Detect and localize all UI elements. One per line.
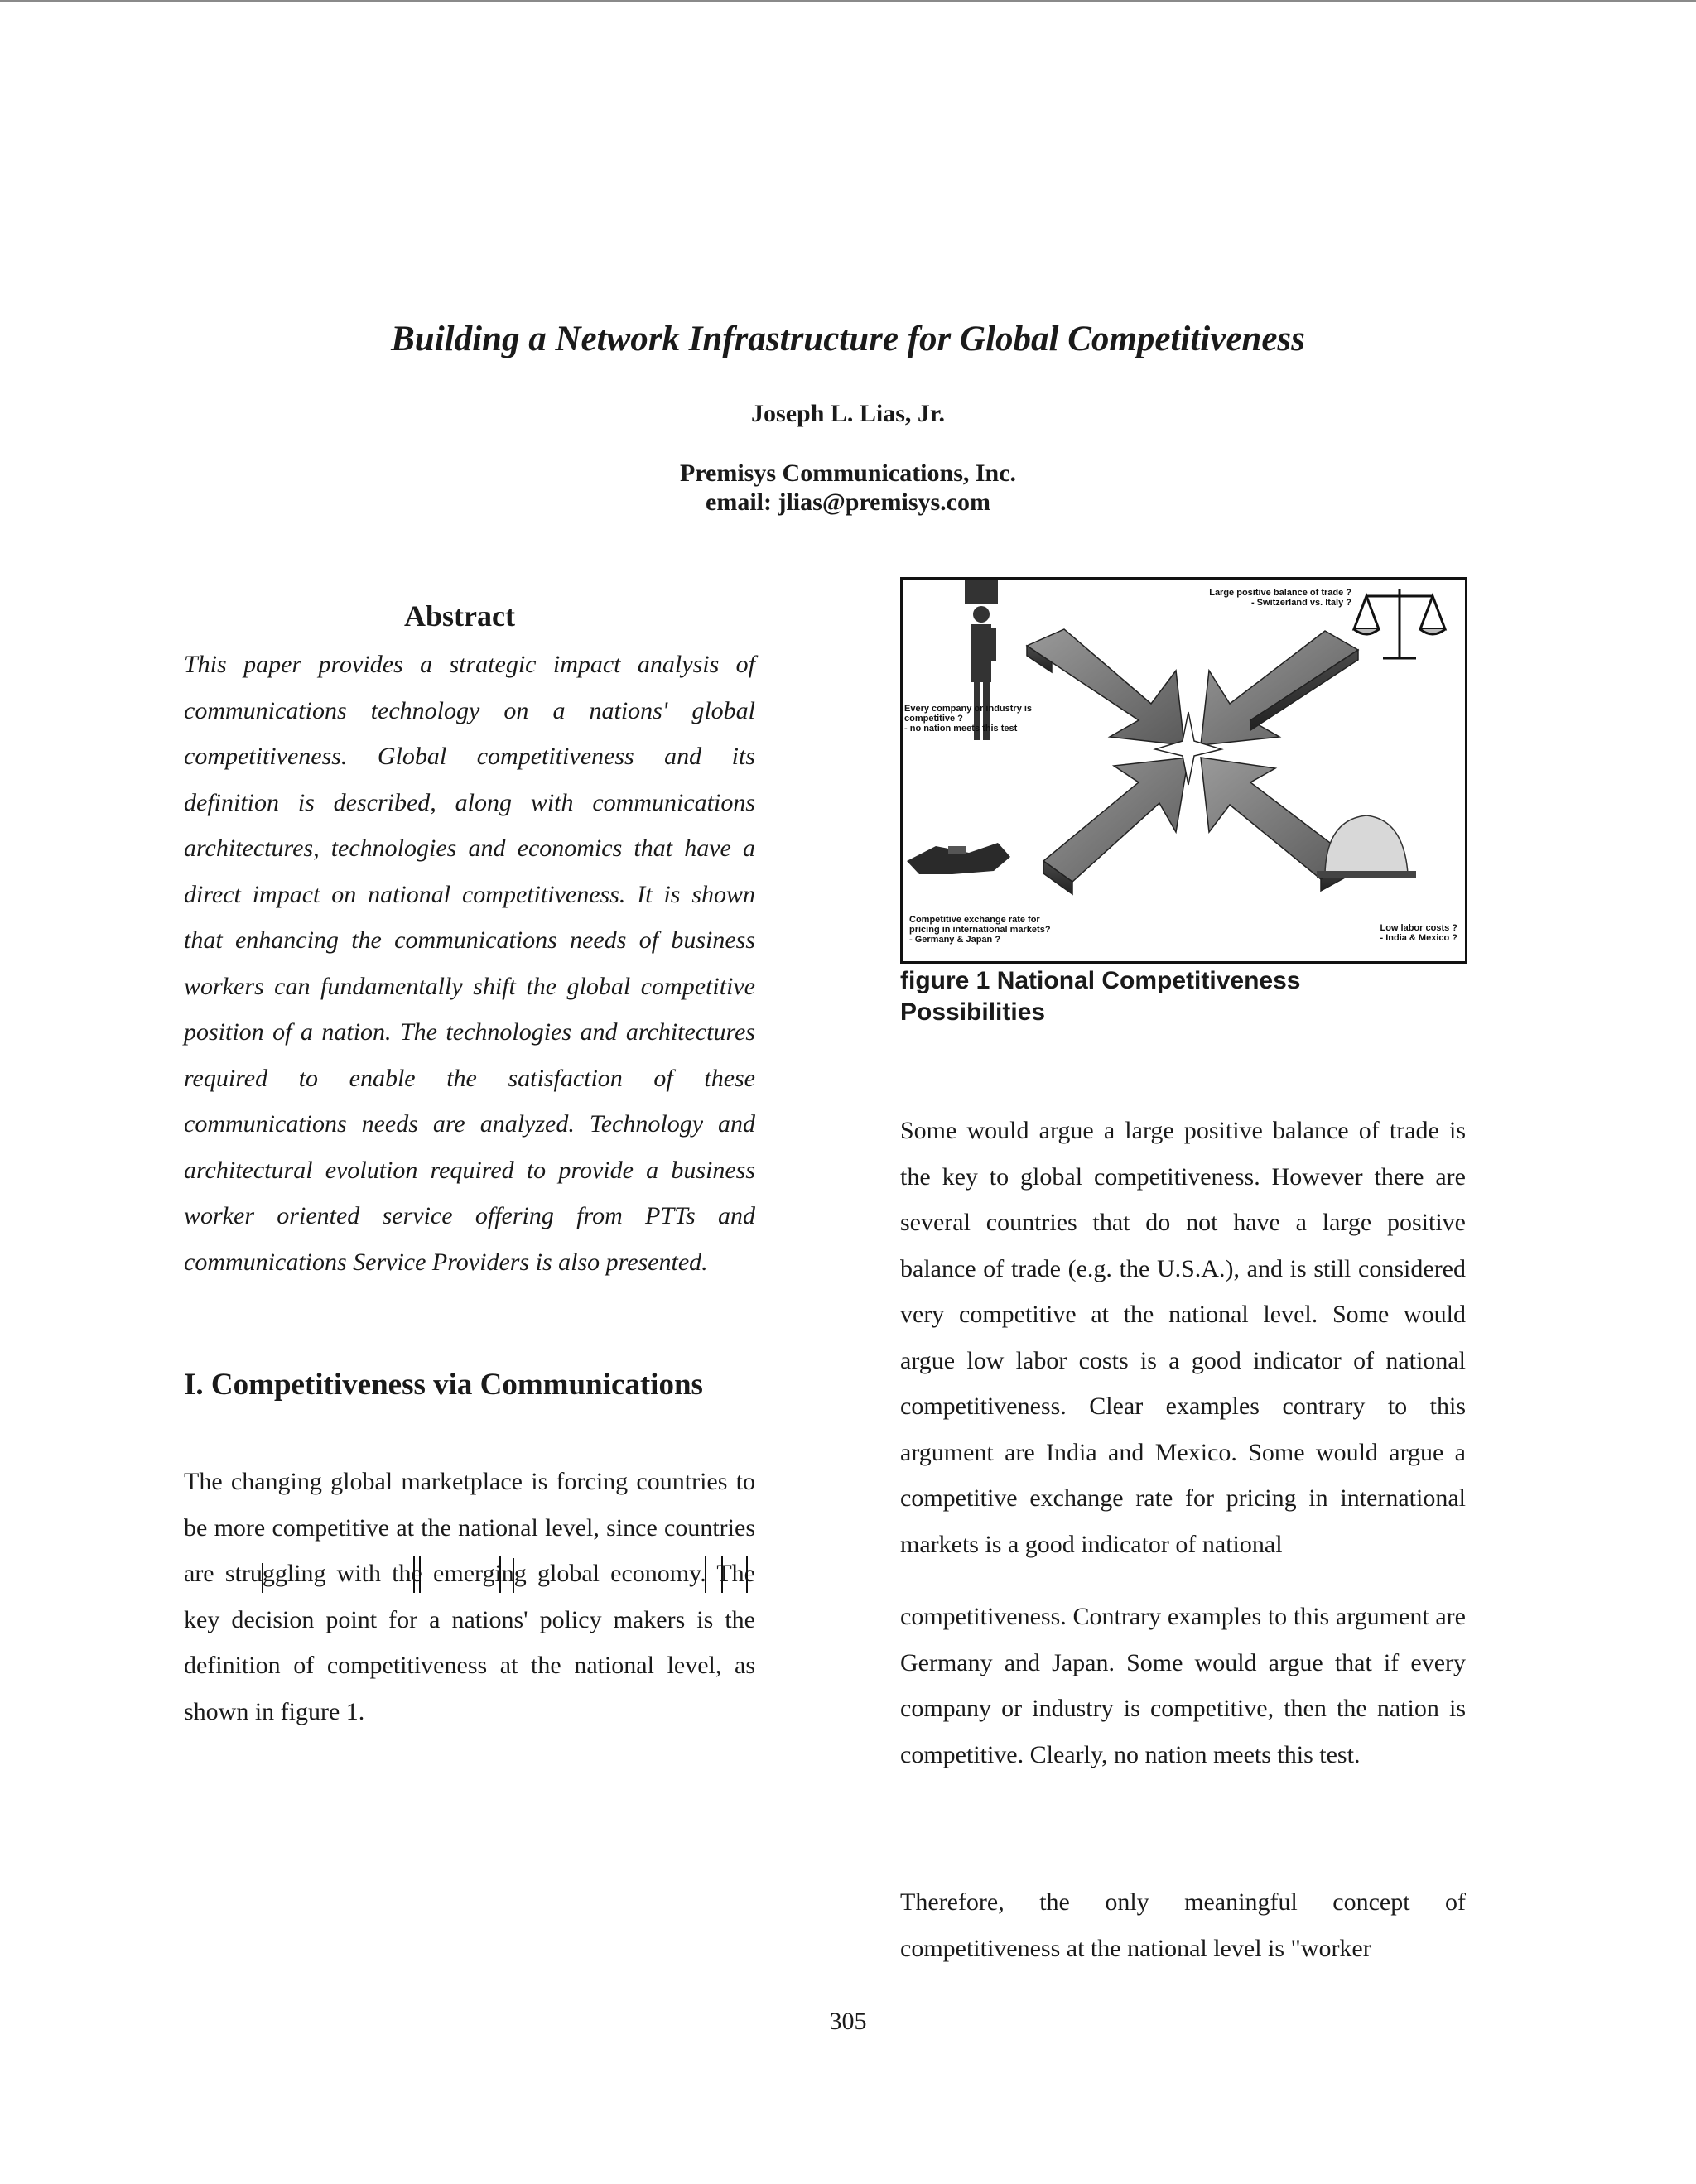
affiliation: Premisys Communications, Inc. <box>679 459 1017 487</box>
paper-title: Building a Network Infrastructure for Global Competitiveness <box>391 320 1305 358</box>
hard-hat-icon <box>1317 815 1416 878</box>
abstract-text: This paper provides a strategic impact analysis of communications technology on a nations' global competitiveness. Global competitiveness and its definition is described, along with communications architectures, technologies and economics that have a direct impact on national competitiveness. It is shown that enhancing the communications needs of business workers can fundamentally shift the global competitive position of a nation. The technologies and architectures required to enable the satisfaction of these communications needs are analyzed. Technology and architectural evolution required to provide a business worker oriented service offering from PTTs and communications Service Providers is also presented. <box>184 651 755 1276</box>
right-paragraph-1a: Some would argue a large positive balance of trade is the key to global competitiveness. However there are several countries that do not have a large positive balance of trade (e.g. the U.S.A.), and is still considered very competitive at the national level. Some would argue low labor costs is a good indicator of national competitiveness. Clear examples contrary to this argument are India and Mexico. Some would argue a competitive exchange rate for pricing in international markets is a good indicator of national <box>900 1117 1466 1558</box>
page-number: 305 <box>829 2008 867 2035</box>
author-name: Joseph L. Lias, Jr. <box>751 400 945 427</box>
figure-label-every-company: Every company or industry is competitive ? - no nation meets this test <box>904 704 1033 734</box>
figure-label-labor-costs: Low labor costs ? - India & Mexico ? <box>1380 923 1458 943</box>
currency-pile-icon <box>907 843 1010 874</box>
figure-1 <box>900 577 1467 964</box>
figure-label-balance-of-trade: Large positive balance of trade ? - Switzerland vs. Italy ? <box>1209 588 1352 608</box>
balance-scale-icon <box>1354 589 1445 658</box>
top-rule <box>0 0 1696 2</box>
section-heading: I. Competitiveness via Communications <box>184 1368 703 1402</box>
right-paragraph-1b: competitiveness. Contrary examples to this argument are Germany and Japan. Some would argue that if every company or industry is competitive, then the nation is competitive. Clearly, no nation meets this test. <box>900 1603 1466 1768</box>
figure-label-exchange-rate: Competitive exchange rate for pricing in international markets? - Germany & Japan ? <box>909 915 1051 945</box>
section-paragraph: The changing global marketplace is forcing countries to be more competitive at the national level, since countries are struggling with the emerging global economy. The key decision point for a nations' policy makers is the definition of competitiveness at the national level, as shown in figure 1. <box>184 1468 755 1725</box>
author-email: email: jlias@premisys.com <box>706 488 990 516</box>
abstract-heading: Abstract <box>404 599 515 633</box>
figure-caption: figure 1 National Competitiveness Possibilities <box>900 967 1301 1026</box>
figure-1-diagram <box>903 580 1465 961</box>
right-paragraph-2: Therefore, the only meaningful concept of competitiveness at the national level is "worker <box>900 1888 1466 1962</box>
scan-artifact-marks <box>184 1556 755 1598</box>
